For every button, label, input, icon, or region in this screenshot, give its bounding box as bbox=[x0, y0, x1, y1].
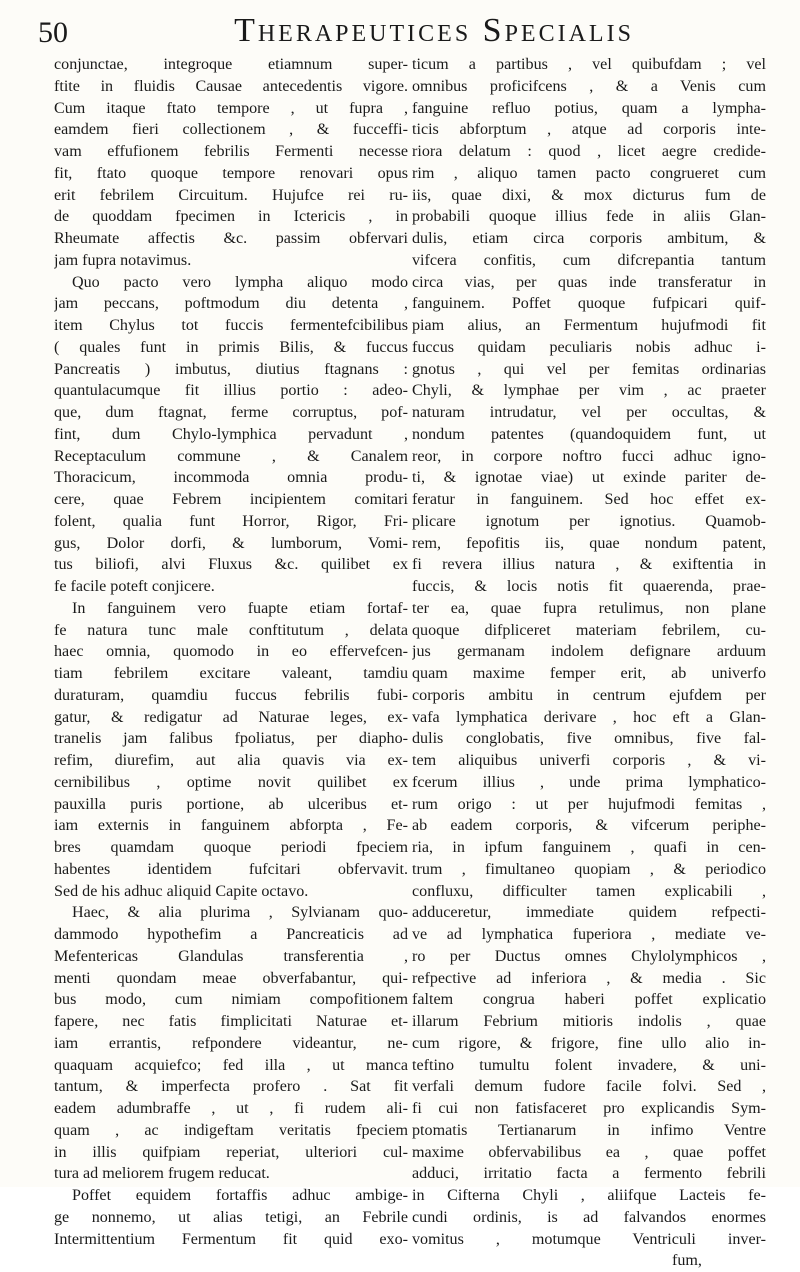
text-line: trum , fimultaneo quopiam , & periodico bbox=[412, 860, 766, 878]
running-title: Therapeutices Specialis bbox=[234, 12, 634, 49]
text-line: gnotus , qui vel per femitas ordinarias bbox=[412, 360, 766, 378]
text-line: circa vias, per quas inde transferatur in bbox=[412, 273, 766, 291]
text-line: refpective ad inferiora , & media . Sic bbox=[412, 969, 766, 987]
text-line: vomitus , motumque Ventriculi inver- bbox=[412, 1230, 766, 1248]
text-line: jam fupra notavimus. bbox=[54, 251, 192, 269]
text-line: dulis, etiam circa corporis ambitum, & bbox=[412, 230, 766, 247]
text-line: rem, fepofitis iis, quae nondum patent, bbox=[412, 534, 766, 552]
text-line: In fanguinem vero fuapte etiam fortaf- bbox=[72, 599, 408, 617]
text-line: fuccis, & locis notis fit quaerenda, prae- bbox=[412, 578, 766, 595]
text-line: que, dum ftagnat, ferme corruptus, pof- bbox=[54, 404, 408, 421]
text-line: iam externis in fanguinem abforpta , Fe- bbox=[54, 817, 408, 835]
text-line: Thoracicum, incommoda omnia produ- bbox=[54, 469, 408, 487]
text-line: vam effufionem febrilis Fermenti necesse bbox=[54, 143, 408, 160]
text-line: riora delatum : quod , licet aegre credide- bbox=[412, 143, 766, 160]
text-line: habentes identidem fufcitari obfervavit. bbox=[54, 860, 408, 878]
text-line: nondum patentes (quandoquidem funt, ut bbox=[412, 425, 766, 443]
text-line: fint, dum Chylo-lymphica pervadunt , bbox=[54, 425, 408, 443]
text-line: naturam intrudatur, vel per occultas, & bbox=[412, 404, 766, 421]
text-line: Haec, & alia plurima , Sylvianam quo- bbox=[72, 904, 408, 922]
text-line: Pancreatis ) imbutus, diutius ftagnans : bbox=[54, 360, 408, 378]
text-line: omnibus proficifcens , & a Venis cum bbox=[412, 77, 766, 95]
text-line: fcerum illius , unde prima lymphatico- bbox=[412, 773, 766, 791]
text-line: fe natura tunc male conftitutum , delata bbox=[54, 621, 408, 639]
text-line: conjunctae, integroque etiamnum super- bbox=[54, 56, 408, 73]
text-line: refim, diurefim, aut alia quavis via ex- bbox=[54, 752, 408, 769]
text-line: duraturam, quamdiu fuccus febrilis fubi- bbox=[54, 686, 408, 704]
right-column bbox=[412, 54, 766, 1272]
text-line: reor, in corpore noftro fucci adhuc igno- bbox=[412, 447, 766, 465]
text-line: fapere, nec fatis fimplicitati Naturae et- bbox=[54, 1013, 408, 1030]
text-line: tem aliquibus univerfi corporis , & vi- bbox=[412, 752, 766, 769]
text-line: cum rigore, & frigore, fine ullo alio in- bbox=[412, 1034, 766, 1052]
text-line: confluxu, difficulter tamen explicabili , bbox=[412, 882, 766, 900]
text-line: teftino tumultu folent invadere, & uni- bbox=[412, 1056, 766, 1074]
text-line: tantum, & imperfecta profero . Sat fit bbox=[54, 1078, 408, 1096]
text-line: folent, qualia funt Horror, Rigor, Fri- bbox=[54, 512, 408, 530]
text-line: quam maxime femper erit, ab univerfo bbox=[412, 665, 766, 682]
text-line: ticis abforptum , atque ad corporis inte- bbox=[412, 121, 766, 139]
text-line: vifcera confitis, cum difcrepantia tantum bbox=[412, 251, 766, 269]
text-line: verfali demum fudore facile folvi. Sed , bbox=[412, 1078, 766, 1096]
text-line: tranelis jam falibus fpoliatus, per diapho- bbox=[54, 730, 408, 748]
text-line: Chyli, & lymphae per vim , ac praeter bbox=[412, 382, 766, 400]
text-line: ptomatis Tertianarum in infimo Ventre bbox=[412, 1121, 766, 1139]
text-line: eadem adumbraffe , ut , fi rudem ali- bbox=[54, 1100, 408, 1117]
text-line: dulis conglobatis, five omnibus, five fal- bbox=[412, 730, 766, 748]
text-line: fum, bbox=[672, 1252, 702, 1270]
text-line: in Cifterna Chyli , aliifque Lacteis fe- bbox=[412, 1187, 766, 1204]
text-line: ve ad lymphatica fuperiora , mediate ve- bbox=[412, 926, 766, 943]
text-line: corporis ambitu in centrum ejufdem per bbox=[412, 686, 766, 704]
text-line: fe facile poteft conjicere. bbox=[54, 578, 215, 595]
text-line: fanguinem. Poffet quoque fufpicari quif- bbox=[412, 295, 766, 313]
text-line: cernibilibus , optime novit quilibet ex bbox=[54, 773, 408, 791]
text-line: tiam febrilem excitare valeant, tamdiu bbox=[54, 665, 408, 682]
text-line: jam peccans, poftmodum diu detenta , bbox=[54, 295, 408, 313]
text-line: vafa lymphatica derivare , hoc eft a Glan- bbox=[412, 708, 766, 726]
text-line: quantulacumque fit illius portio : adeo- bbox=[54, 382, 408, 400]
text-line: fit, ftato quoque tempore renovari opus bbox=[54, 164, 408, 182]
text-line: ( quales funt in primis Bilis, & fuccus bbox=[54, 338, 408, 356]
text-line: fi cui non fatisfaceret pro explicandis Sym- bbox=[412, 1100, 766, 1117]
text-line: piam alius, an Fermentum hujufmodi fit bbox=[412, 317, 766, 334]
text-line: rim , aliquo tamen pacto congrueret cum bbox=[412, 164, 766, 182]
text-line: adduci, irritatio facta a fermento febrili bbox=[412, 1165, 766, 1183]
text-line: item Chylus tot fuccis fermentefcibilibus bbox=[54, 317, 408, 334]
text-line: ticum a partibus , vel quibufdam ; vel bbox=[412, 56, 766, 73]
text-line: faltem congrua haberi poffet explicatio bbox=[412, 991, 766, 1009]
text-line: cere, quae Febrem incipientem comitari bbox=[54, 491, 408, 508]
text-line: in illis quifpiam reperiat, ulteriori cul- bbox=[54, 1143, 408, 1161]
text-line: dammodo hypothefim a Pancreaticis ad bbox=[54, 926, 408, 943]
text-line: gus, Dolor dorfi, & lumborum, Vomi- bbox=[54, 534, 408, 552]
text-line: menti quondam meae obverfabantur, qui- bbox=[54, 969, 408, 987]
text-line: ria, in ipfum fanguinem , quafi in cen- bbox=[412, 839, 766, 856]
text-line: haec omnia, quomodo in eo effervefcen- bbox=[54, 643, 408, 661]
text-line: feratur in fanguinem. Sed hoc effet ex- bbox=[412, 491, 766, 508]
left-column bbox=[54, 54, 408, 1250]
text-line: erit febrilem Circuitum. Hujufce rei ru- bbox=[54, 186, 408, 204]
text-line: fanguine refluo potius, quam a lympha- bbox=[412, 99, 766, 117]
text-line: ti, & ignotae viae) ut exinde pariter de- bbox=[412, 469, 766, 487]
text-line: tura ad meliorem frugem reducat. bbox=[54, 1165, 270, 1183]
text-line: adduceretur, immediate quidem refpecti- bbox=[412, 904, 766, 922]
text-line: eamdem fieri collectionem , & fucceffi- bbox=[54, 121, 408, 139]
text-line: Intermittentium Fermentum fit quid exo- bbox=[54, 1230, 408, 1248]
text-line: plicare ignotum per ignotius. Quamob- bbox=[412, 512, 766, 530]
text-line: pauxilla puris portione, ab ulceribus et- bbox=[54, 795, 408, 813]
text-line: Quo pacto vero lympha aliquo modo bbox=[72, 273, 408, 291]
text-line: rum origo : ut per hujufmodi femitas , bbox=[412, 795, 766, 813]
text-line: Rheumate affectis &c. passim obfervari bbox=[54, 230, 408, 247]
text-line: Receptaculum commune , & Canalem bbox=[54, 447, 408, 465]
text-line: fi revera illius natura , & exiftentia in bbox=[412, 556, 766, 574]
text-line: maxime obfervabilibus ea , quae poffet bbox=[412, 1143, 766, 1161]
text-line: illarum Febrium mitioris indolis , quae bbox=[412, 1013, 766, 1030]
text-line: probabili quoque illius fede in aliis Glan- bbox=[412, 208, 766, 226]
text-line: Mefentericas Glandulas transferentia , bbox=[54, 947, 408, 965]
text-line: ro per Ductus omnes Chylolymphicos , bbox=[412, 947, 766, 965]
text-line: bus modo, cum nimiam compofitionem bbox=[54, 991, 408, 1009]
text-line: Poffet equidem fortaffis adhuc ambige- bbox=[72, 1187, 408, 1204]
text-line: de quoddam fpecimen in Ictericis , in bbox=[54, 208, 408, 226]
text-line: ter ea, quae fupra retulimus, non plane bbox=[412, 599, 766, 617]
text-line: quam , ac indigeftam veritatis fpeciem bbox=[54, 1121, 408, 1139]
text-line: ge nonnemo, ut alias tetigi, an Febrile bbox=[54, 1208, 408, 1226]
text-line: jus germanam indolem defignare arduum bbox=[412, 643, 766, 661]
text-line: fuccus quidam peculiaris nobis adhuc i- bbox=[412, 338, 766, 356]
page-header bbox=[34, 14, 776, 48]
text-line: quoque difpliceret materiam febrilem, cu- bbox=[412, 621, 766, 639]
text-line: ftite in fluidis Causae antecedentis vigore. bbox=[54, 77, 408, 95]
text-line: tus biliofi, alvi Fluxus &c. quilibet ex bbox=[54, 556, 408, 574]
text-line: bres quamdam quoque periodi fpeciem bbox=[54, 839, 408, 856]
text-line: ab eadem corporis, & vifcerum periphe- bbox=[412, 817, 766, 835]
text-line: cundi ordinis, is ad falvandos enormes bbox=[412, 1208, 766, 1226]
text-line: iis, quae dixi, & mox dicturus fum de bbox=[412, 186, 766, 204]
text-line: Sed de his adhuc aliquid Capite octavo. bbox=[54, 882, 309, 900]
page-number: 50 bbox=[38, 16, 68, 49]
text-line: quaquam acquiefco; fed illa , ut manca bbox=[54, 1056, 408, 1074]
text-line: iam errantis, refpondere videantur, ne- bbox=[54, 1034, 408, 1052]
text-line: Cum itaque ftato tempore , ut fupra , bbox=[54, 99, 408, 117]
text-line: gatur, & redigatur ad Naturae leges, ex- bbox=[54, 708, 408, 726]
